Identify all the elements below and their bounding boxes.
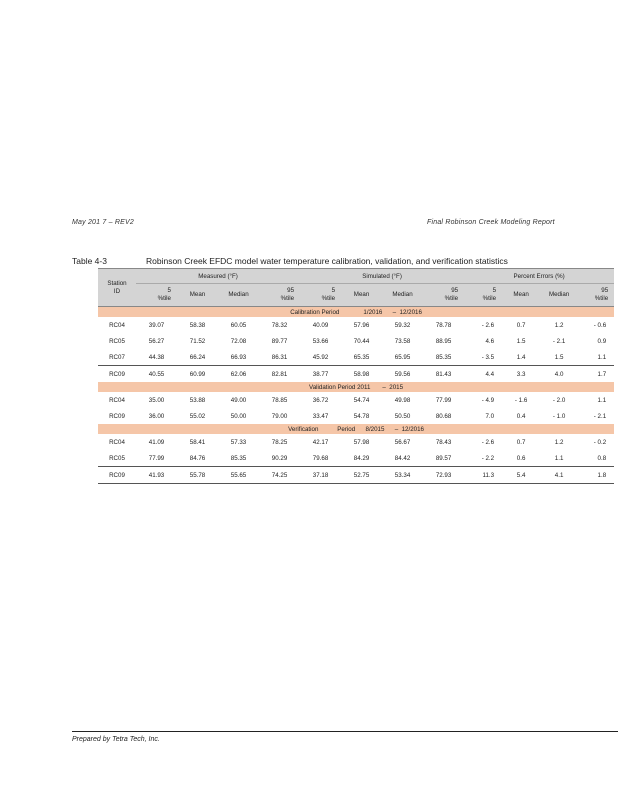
value-cell: 55.02 (189, 412, 206, 420)
value-cell: 49.00 (230, 396, 247, 404)
value-cell: 36.00 (148, 412, 165, 420)
table-title: Robinson Creek EFDC model water temperature calibration, validation, and verification statistics (146, 256, 508, 266)
group-header-row (98, 269, 614, 284)
value-cell: 40.09 (312, 321, 329, 329)
value-cell: 84.76 (189, 454, 206, 462)
percent-errors-group-header: Percent Errors (%) (464, 269, 614, 284)
errors-p5-header: 5 %tile (464, 284, 502, 307)
value-cell: 81.43 (423, 366, 464, 383)
period-label: Calibration Period 1/2016 – 12/2016 (98, 307, 614, 318)
period-row (98, 307, 614, 318)
value-cell: 50.50 (394, 412, 411, 420)
table-row (98, 434, 614, 450)
value-cell: 50.00 (230, 412, 247, 420)
value-cell: 56.27 (148, 337, 165, 345)
value-cell: 1.5 (554, 353, 564, 361)
footer-divider (72, 731, 618, 732)
measured-median-header: Median (218, 284, 259, 307)
value-cell: 0.8 (597, 454, 607, 462)
footer-credit: Prepared by Tetra Tech, Inc. (72, 736, 160, 743)
value-cell: 73.58 (394, 337, 411, 345)
value-cell: 78.43 (435, 438, 452, 446)
value-cell: 54.74 (353, 396, 370, 404)
value-cell: 0.7 (516, 321, 526, 329)
value-cell: 57.98 (353, 438, 370, 446)
value-cell: 89.77 (271, 337, 288, 345)
value-cell: 54.78 (353, 412, 370, 420)
value-cell: 59.56 (382, 366, 423, 383)
table-row (98, 366, 614, 383)
value-cell: 72.93 (423, 467, 464, 484)
station-id-cell: RC05 (109, 337, 125, 345)
value-cell: 71.52 (189, 337, 206, 345)
value-cell: 37.18 (300, 467, 341, 484)
value-cell: 79.00 (271, 412, 288, 420)
errors-mean-header: Mean (502, 284, 540, 307)
value-cell: 45.92 (312, 353, 329, 361)
value-cell: - 2.6 (481, 321, 495, 329)
value-cell: 0.7 (516, 438, 526, 446)
value-cell: 58.98 (341, 366, 382, 383)
table-row (98, 450, 614, 467)
value-cell: 65.35 (353, 353, 370, 361)
value-cell: 1.2 (554, 438, 564, 446)
value-cell: 70.44 (353, 337, 370, 345)
period-label: Validation Period 2011 – 2015 (98, 382, 614, 392)
table-row (98, 333, 614, 349)
value-cell: 77.99 (148, 454, 165, 462)
value-cell: 78.78 (435, 321, 452, 329)
running-header-title: Final Robinson Creek Modeling Report (427, 219, 555, 226)
value-cell: 58.41 (189, 438, 206, 446)
simulated-median-header: Median (382, 284, 423, 307)
value-cell: 60.05 (230, 321, 247, 329)
value-cell: 66.24 (189, 353, 206, 361)
value-cell: 65.95 (394, 353, 411, 361)
station-id-cell: RC07 (109, 353, 125, 361)
value-cell: 62.06 (218, 366, 259, 383)
station-id-cell: RC09 (98, 366, 136, 383)
simulated-group-header: Simulated (°F) (300, 269, 464, 284)
value-cell: 38.77 (300, 366, 341, 383)
table-row (98, 317, 614, 333)
station-header-line1: Station (107, 279, 127, 287)
station-id-cell: RC09 (109, 412, 125, 420)
value-cell: 59.32 (394, 321, 411, 329)
value-cell: - 1.6 (514, 396, 528, 404)
value-cell: 60.99 (177, 366, 218, 383)
period-row (98, 424, 614, 434)
value-cell: - 2.1 (552, 337, 566, 345)
value-cell: 72.08 (230, 337, 247, 345)
value-cell: 1.1 (597, 353, 607, 361)
value-cell: 78.25 (271, 438, 288, 446)
value-cell: 78.85 (271, 396, 288, 404)
value-cell: 3.3 (502, 366, 540, 383)
measured-mean-header: Mean (177, 284, 218, 307)
value-cell: - 3.5 (481, 353, 495, 361)
value-cell: 1.5 (516, 337, 526, 345)
table-row (98, 392, 614, 408)
value-cell: 44.38 (148, 353, 165, 361)
value-cell: 42.17 (312, 438, 329, 446)
value-cell: 39.07 (148, 321, 165, 329)
value-cell: - 2.2 (481, 454, 495, 462)
value-cell: - 0.6 (593, 321, 607, 329)
statistics-table-container (98, 268, 614, 484)
station-id-cell: RC04 (109, 438, 125, 446)
value-cell: 80.68 (435, 412, 452, 420)
value-cell: 86.31 (271, 353, 288, 361)
value-cell: 0.4 (516, 412, 526, 420)
value-cell: 11.3 (464, 467, 502, 484)
station-id-header (98, 269, 136, 307)
value-cell: 55.78 (177, 467, 218, 484)
value-cell: 84.42 (394, 454, 411, 462)
value-cell: 66.93 (230, 353, 247, 361)
value-cell: 4.6 (485, 337, 495, 345)
period-label: Verification Period 8/2015 – 12/2016 (98, 424, 614, 434)
value-cell: 56.67 (394, 438, 411, 446)
value-cell: 53.66 (312, 337, 329, 345)
value-cell: 82.81 (259, 366, 300, 383)
table-row (98, 408, 614, 424)
simulated-mean-header: Mean (341, 284, 382, 307)
value-cell: 57.96 (353, 321, 370, 329)
simulated-p5-header: 5 %tile (300, 284, 341, 307)
station-header-line2: ID (113, 287, 121, 295)
value-cell: 1.4 (516, 353, 526, 361)
errors-median-header: Median (540, 284, 578, 307)
measured-group-header: Measured (°F) (136, 269, 300, 284)
value-cell: 88.95 (435, 337, 452, 345)
value-cell: 77.99 (435, 396, 452, 404)
value-cell: 52.75 (341, 467, 382, 484)
value-cell: - 2.6 (481, 438, 495, 446)
value-cell: 0.6 (516, 454, 526, 462)
value-cell: 55.65 (218, 467, 259, 484)
value-cell: - 4.9 (481, 396, 495, 404)
value-cell: 0.9 (597, 337, 607, 345)
value-cell: 90.29 (271, 454, 288, 462)
value-cell: 1.1 (554, 454, 564, 462)
value-cell: 5.4 (502, 467, 540, 484)
value-cell: 1.1 (597, 396, 607, 404)
value-cell: 33.47 (312, 412, 329, 420)
value-cell: 7.0 (485, 412, 495, 420)
station-id-cell: RC04 (109, 396, 125, 404)
value-cell: - 1.0 (552, 412, 566, 420)
station-id-cell: RC09 (98, 467, 136, 484)
value-cell: 1.2 (554, 321, 564, 329)
value-cell: 53.88 (189, 396, 206, 404)
value-cell: - 2.1 (593, 412, 607, 420)
station-id-cell: RC04 (109, 321, 125, 329)
value-cell: 49.98 (394, 396, 411, 404)
measured-p5-header: 5 %tile (136, 284, 177, 307)
running-header-date: May 201 7 – REV2 (72, 219, 134, 226)
value-cell: 4.4 (464, 366, 502, 383)
measured-p95-header: 95 %tile (259, 284, 300, 307)
period-row (98, 382, 614, 392)
column-header-row (98, 284, 614, 307)
value-cell: 4.1 (540, 467, 578, 484)
value-cell: 57.33 (230, 438, 247, 446)
value-cell: 85.35 (435, 353, 452, 361)
station-id-cell: RC05 (109, 454, 125, 462)
errors-p95-header: 95 %tile (578, 284, 614, 307)
table-row (98, 349, 614, 366)
value-cell: 1.8 (578, 467, 614, 484)
value-cell: - 0.2 (593, 438, 607, 446)
value-cell: 35.00 (148, 396, 165, 404)
value-cell: 78.32 (271, 321, 288, 329)
table-row (98, 467, 614, 484)
value-cell: 89.57 (435, 454, 452, 462)
value-cell: 1.7 (578, 366, 614, 383)
value-cell: 41.93 (136, 467, 177, 484)
value-cell: 40.55 (136, 366, 177, 383)
value-cell: 41.09 (148, 438, 165, 446)
value-cell: 74.25 (259, 467, 300, 484)
value-cell: - 2.0 (552, 396, 566, 404)
table-number: Table 4-3 (72, 256, 107, 266)
statistics-table-body (98, 307, 614, 484)
value-cell: 58.38 (189, 321, 206, 329)
value-cell: 79.68 (312, 454, 329, 462)
value-cell: 84.29 (353, 454, 370, 462)
value-cell: 4.0 (540, 366, 578, 383)
statistics-table (98, 268, 614, 484)
simulated-p95-header: 95 %tile (423, 284, 464, 307)
value-cell: 53.34 (382, 467, 423, 484)
value-cell: 36.72 (312, 396, 329, 404)
value-cell: 85.35 (230, 454, 247, 462)
